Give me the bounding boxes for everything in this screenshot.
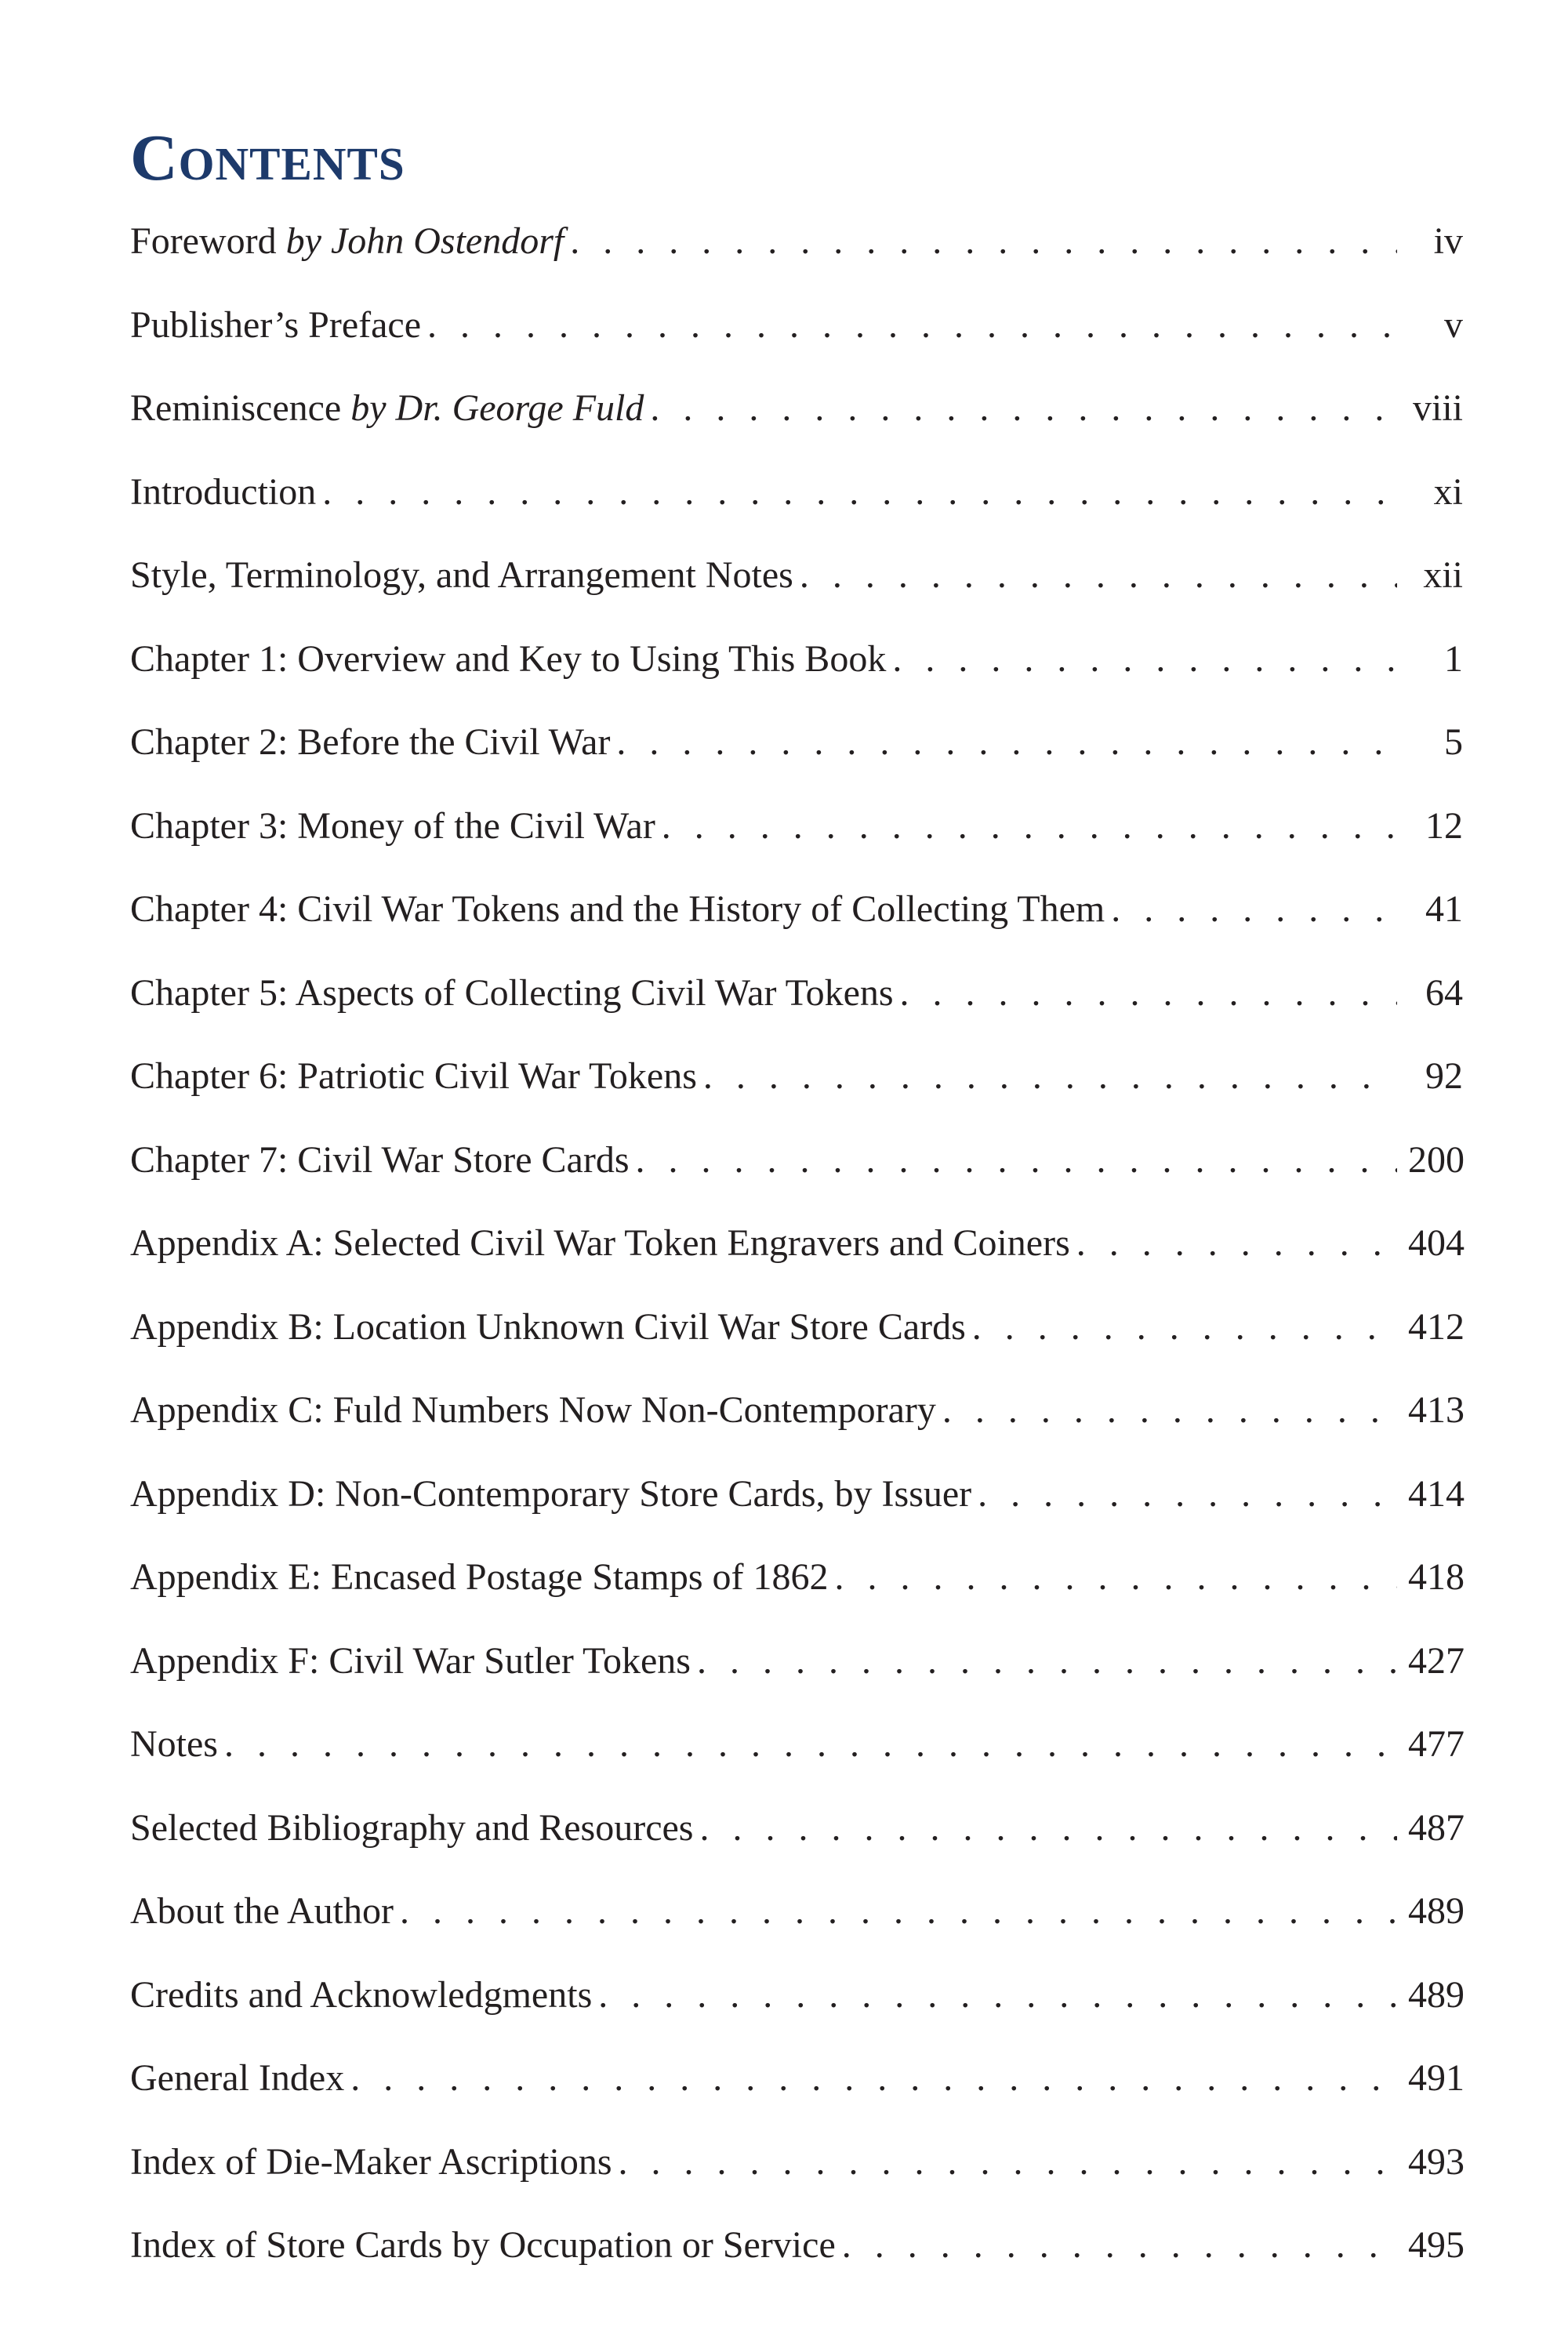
toc-entry-label: Style, Terminology, and Arrangement Notes xyxy=(130,554,793,596)
dot-leader xyxy=(900,970,1397,1017)
toc-entry-page: 491 xyxy=(1408,2057,1465,2099)
toc-entry-page: 493 xyxy=(1408,2140,1465,2183)
dot-leader xyxy=(942,1387,1397,1434)
toc-entry[interactable] xyxy=(130,469,1463,553)
toc-entry-page: 412 xyxy=(1408,1305,1465,1348)
toc-entry-label: Chapter 4: Civil War Tokens and the History of Collecting Them xyxy=(130,888,1105,930)
dot-leader xyxy=(835,1554,1397,1601)
dot-leader xyxy=(570,218,1397,265)
toc-entry-page: 92 xyxy=(1425,1055,1463,1097)
toc-entry-label: Appendix B: Location Unknown Civil War Store Cards xyxy=(130,1305,966,1348)
toc-entry[interactable] xyxy=(130,1137,1463,1221)
toc-entry-label: Foreword by John Ostendorf xyxy=(130,220,564,262)
toc-entry-page: iv xyxy=(1433,220,1463,262)
toc-entry-page: 427 xyxy=(1408,1639,1465,1682)
toc-entry-label: Appendix E: Encased Postage Stamps of 1862 xyxy=(130,1556,829,1598)
page-title: Contents xyxy=(130,122,405,194)
toc-entry-label: Chapter 5: Aspects of Collecting Civil War Tokens xyxy=(130,971,894,1014)
contents-page xyxy=(130,122,1465,2266)
toc-entry-label: Notes xyxy=(130,1723,218,1765)
toc-entry-page: 418 xyxy=(1408,1556,1465,1598)
toc-entry-page: 41 xyxy=(1425,888,1463,930)
toc-entry-label: Chapter 6: Patriotic Civil War Tokens xyxy=(130,1055,697,1097)
toc-entry-label: Appendix A: Selected Civil War Token Engravers and Coiners xyxy=(130,1222,1070,1264)
toc-entry[interactable] xyxy=(130,218,1463,302)
toc-entry[interactable] xyxy=(130,1220,1463,1304)
dot-leader xyxy=(427,302,1397,349)
toc-entry[interactable] xyxy=(130,1805,1463,1889)
toc-entry-page: 414 xyxy=(1408,1472,1465,1515)
toc-entry-page: 495 xyxy=(1408,2224,1465,2266)
toc-entry[interactable] xyxy=(130,552,1463,636)
toc-entry[interactable] xyxy=(130,1053,1463,1137)
table-of-contents xyxy=(130,218,1463,2306)
dot-leader xyxy=(350,2055,1397,2102)
dot-leader xyxy=(224,1721,1397,1768)
dot-leader xyxy=(1076,1220,1397,1267)
dot-leader xyxy=(598,1972,1397,2019)
toc-entry-label: Appendix C: Fuld Numbers Now Non-Contemporary xyxy=(130,1389,936,1431)
dot-leader xyxy=(699,1805,1397,1852)
toc-entry[interactable] xyxy=(130,1471,1463,1555)
toc-entry-label: Reminiscence by Dr. George Fuld xyxy=(130,387,644,429)
toc-entry[interactable] xyxy=(130,385,1463,469)
dot-leader xyxy=(892,636,1397,683)
dot-leader xyxy=(650,385,1397,432)
toc-entry[interactable] xyxy=(130,636,1463,720)
dot-leader xyxy=(619,2139,1397,2186)
toc-entry-page: xi xyxy=(1433,470,1463,513)
dot-leader xyxy=(1111,886,1397,933)
toc-entry-label: General Index xyxy=(130,2057,345,2099)
toc-entry[interactable] xyxy=(130,2222,1463,2306)
toc-entry-author: by Dr. George Fuld xyxy=(350,387,644,429)
toc-entry-label: Chapter 1: Overview and Key to Using This Book xyxy=(130,637,887,680)
toc-entry-label: Chapter 2: Before the Civil War xyxy=(130,721,611,763)
toc-entry-label: About the Author xyxy=(130,1890,394,1932)
dot-leader xyxy=(972,1304,1397,1351)
dot-leader xyxy=(400,1888,1397,1935)
toc-entry-page: xii xyxy=(1423,554,1463,596)
toc-entry-label: Chapter 7: Civil War Store Cards xyxy=(130,1138,630,1181)
dot-leader xyxy=(322,469,1397,516)
toc-entry[interactable] xyxy=(130,2055,1463,2139)
toc-entry[interactable] xyxy=(130,1972,1463,2056)
toc-entry-page: 12 xyxy=(1425,804,1463,847)
toc-entry-page: 64 xyxy=(1425,971,1463,1014)
dot-leader xyxy=(662,803,1397,850)
dot-leader xyxy=(842,2222,1397,2269)
toc-entry-label: Credits and Acknowledgments xyxy=(130,1973,593,2016)
toc-entry-label: Introduction xyxy=(130,470,317,513)
toc-entry-label: Appendix F: Civil War Sutler Tokens xyxy=(130,1639,691,1682)
toc-entry-page: 477 xyxy=(1408,1723,1465,1765)
toc-entry-page: 200 xyxy=(1408,1138,1465,1181)
toc-entry[interactable] xyxy=(130,803,1463,887)
toc-entry[interactable] xyxy=(130,1888,1463,1972)
toc-entry-page: 487 xyxy=(1408,1806,1465,1849)
dot-leader xyxy=(800,552,1397,599)
toc-entry[interactable] xyxy=(130,886,1463,970)
toc-entry-label: Index of Die-Maker Ascriptions xyxy=(130,2140,612,2183)
toc-entry-label: Selected Bibliography and Resources xyxy=(130,1806,694,1849)
dot-leader xyxy=(636,1137,1398,1184)
toc-entry-page: v xyxy=(1444,303,1463,346)
dot-leader xyxy=(616,719,1397,766)
dot-leader xyxy=(697,1638,1397,1685)
toc-entry[interactable] xyxy=(130,719,1463,803)
toc-entry[interactable] xyxy=(130,2139,1463,2223)
toc-entry[interactable] xyxy=(130,1638,1463,1722)
toc-entry-page: 489 xyxy=(1408,1890,1465,1932)
toc-entry-label: Chapter 3: Money of the Civil War xyxy=(130,804,655,847)
toc-entry-page: 489 xyxy=(1408,1973,1465,2016)
toc-entry-label: Publisher’s Preface xyxy=(130,303,422,346)
toc-entry[interactable] xyxy=(130,1554,1463,1638)
dot-leader xyxy=(978,1471,1397,1518)
toc-entry[interactable] xyxy=(130,1387,1463,1471)
toc-entry-label: Appendix D: Non-Contemporary Store Cards, by Issuer xyxy=(130,1472,972,1515)
toc-entry-label: Index of Store Cards by Occupation or Service xyxy=(130,2224,836,2266)
toc-entry-page: 404 xyxy=(1408,1222,1465,1264)
toc-entry[interactable] xyxy=(130,1304,1463,1388)
toc-entry[interactable] xyxy=(130,970,1463,1054)
toc-entry-page: viii xyxy=(1412,387,1463,429)
toc-entry[interactable] xyxy=(130,302,1463,386)
toc-entry-page: 1 xyxy=(1444,637,1463,680)
dot-leader xyxy=(703,1053,1397,1100)
toc-entry-page: 413 xyxy=(1408,1389,1465,1431)
toc-entry-page: 5 xyxy=(1444,721,1463,763)
toc-entry[interactable] xyxy=(130,1721,1463,1805)
toc-entry-author: by John Ostendorf xyxy=(285,220,564,262)
